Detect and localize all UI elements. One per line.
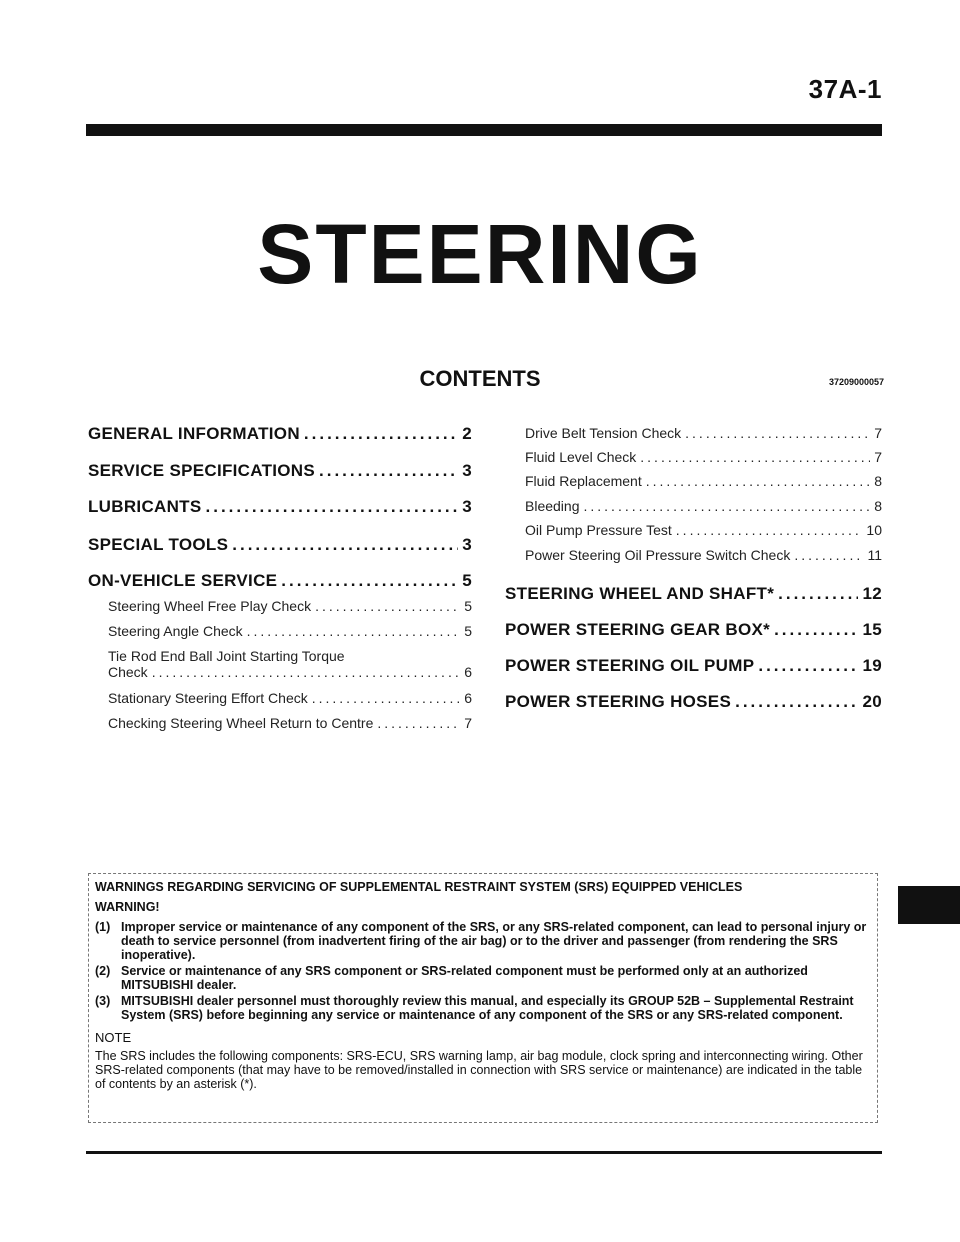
toc-page: 5 <box>462 571 472 590</box>
toc-label: Steering Wheel Free Play Check <box>108 598 312 614</box>
page-number: 37A-1 <box>808 74 882 104</box>
toc-entry-oil-pump-pressure-test[interactable] <box>525 522 882 538</box>
toc-page: 11 <box>867 547 882 563</box>
toc-page: 20 <box>862 692 882 711</box>
toc-label: POWER STEERING HOSES <box>505 692 732 711</box>
toc-entry-power-steering-hoses[interactable] <box>505 692 882 712</box>
toc-entry-tie-rod-check[interactable] <box>108 664 472 680</box>
document-code: 37209000057 <box>828 377 884 387</box>
toc-label: Oil Pump Pressure Test <box>525 522 672 538</box>
contents-heading: CONTENTS <box>419 366 541 391</box>
toc-page: 5 <box>464 623 472 639</box>
toc-page: 6 <box>464 664 472 680</box>
warning-item-number: (1) <box>95 920 111 934</box>
toc-label: STEERING WHEEL AND SHAFT* <box>505 584 775 603</box>
toc-page: 10 <box>866 522 882 538</box>
toc-page: 19 <box>862 656 882 675</box>
toc-entry-service-specifications[interactable] <box>88 461 472 481</box>
warning-item-number: (2) <box>95 964 111 978</box>
srs-warning-box <box>88 873 878 1123</box>
warning-item <box>95 920 867 962</box>
toc-label: ON-VEHICLE SERVICE <box>88 571 278 590</box>
toc-label: Fluid Replacement <box>525 473 642 489</box>
toc-entry-stationary-effort-check[interactable] <box>108 690 472 706</box>
toc-entry-bleeding[interactable] <box>525 498 882 514</box>
toc-label: Fluid Level Check <box>525 449 637 465</box>
toc-label: GENERAL INFORMATION <box>88 424 300 443</box>
warning-item-text: Service or maintenance of any SRS component or SRS-related component must be performed only at an authorized MITSUBISHI dealer. <box>121 964 808 992</box>
note-label: NOTE <box>95 1030 132 1045</box>
toc-label: POWER STEERING OIL PUMP <box>505 656 755 675</box>
toc-entry-power-steering-oil-pump[interactable] <box>505 656 882 676</box>
toc-label: Stationary Steering Effort Check <box>108 690 308 706</box>
toc-entry-power-steering-gear-box[interactable] <box>505 620 882 640</box>
warning-item <box>95 964 867 992</box>
toc-page: 3 <box>462 535 472 554</box>
toc-entry-fluid-level-check[interactable] <box>525 449 882 465</box>
toc-label: Steering Angle Check <box>108 623 243 639</box>
toc-label: Drive Belt Tension Check <box>525 425 682 441</box>
toc-page: 12 <box>862 584 882 603</box>
warning-item <box>95 994 867 1022</box>
top-rule <box>86 124 882 136</box>
warning-title: WARNINGS REGARDING SERVICING OF SUPPLEMENTAL RESTRAINT SYSTEM (SRS) EQUIPPED VEHICLES <box>95 880 743 894</box>
warning-item-number: (3) <box>95 994 111 1008</box>
warning-list <box>95 920 867 1022</box>
toc-label: Checking Steering Wheel Return to Centre <box>108 715 374 731</box>
bottom-rule <box>86 1151 882 1154</box>
toc-entry-special-tools[interactable] <box>88 535 472 555</box>
toc-entry-lubricants[interactable] <box>88 497 472 517</box>
toc-label-line1: Tie Rod End Ball Joint Starting Torque <box>108 648 345 664</box>
toc-page: 7 <box>874 425 882 441</box>
toc-entry-free-play-check[interactable] <box>108 598 472 614</box>
toc-label: Bleeding <box>525 498 580 514</box>
toc-label: Power Steering Oil Pressure Switch Check <box>525 547 791 563</box>
section-thumb-tab <box>898 886 960 924</box>
toc-page: 3 <box>462 461 472 480</box>
toc-label: Check <box>108 664 148 680</box>
toc-entry-pressure-switch-check[interactable] <box>525 547 882 563</box>
toc-page: 3 <box>462 497 472 516</box>
toc-entry-steering-angle-check[interactable] <box>108 623 472 639</box>
toc-page: 7 <box>874 449 882 465</box>
toc-label: LUBRICANTS <box>88 497 202 516</box>
toc-page: 6 <box>464 690 472 706</box>
warning-item-text: Improper service or maintenance of any component of the SRS, or any SRS-related component, can lead to personal injury or death to service personnel (from inadvertent firing of the air bag) or to the driver and passenger (from rendering the SRS inoperative). <box>121 920 867 962</box>
note-text: The SRS includes the following components: SRS-ECU, SRS warning lamp, air bag module, clock spring and interconnecting wiring. Other SRS-related components (that may have to be removed/installed in connection with SRS service or maintenance) are indicated in the table of contents by an asterisk (*). <box>95 1049 863 1091</box>
toc-entry-on-vehicle-service[interactable] <box>88 571 472 591</box>
warning-label: WARNING! <box>95 900 160 914</box>
toc-label: POWER STEERING GEAR BOX* <box>505 620 771 639</box>
chapter-title: STEERING <box>257 207 703 301</box>
toc-entry-drive-belt-check[interactable] <box>525 425 882 441</box>
toc-page: 8 <box>874 473 882 489</box>
toc-page: 15 <box>862 620 882 639</box>
toc-page: 7 <box>464 715 472 731</box>
toc-page: 5 <box>464 598 472 614</box>
toc-entry-general-information[interactable] <box>88 424 472 444</box>
toc-entry-steering-wheel-and-shaft[interactable] <box>505 584 882 604</box>
toc-label: SERVICE SPECIFICATIONS <box>88 461 316 480</box>
toc-entry-return-to-centre[interactable] <box>108 715 472 731</box>
toc-label: SPECIAL TOOLS <box>88 535 229 554</box>
warning-item-text: MITSUBISHI dealer personnel must thoroughly review this manual, and especially its GROUP 52B – Supplemental Restraint System (SRS) before beginning any service or maintenance of any component of the SRS or any SRS-related component. <box>121 994 854 1022</box>
toc-page: 8 <box>874 498 882 514</box>
toc-entry-fluid-replacement[interactable] <box>525 473 882 489</box>
toc-page: 2 <box>462 424 472 443</box>
